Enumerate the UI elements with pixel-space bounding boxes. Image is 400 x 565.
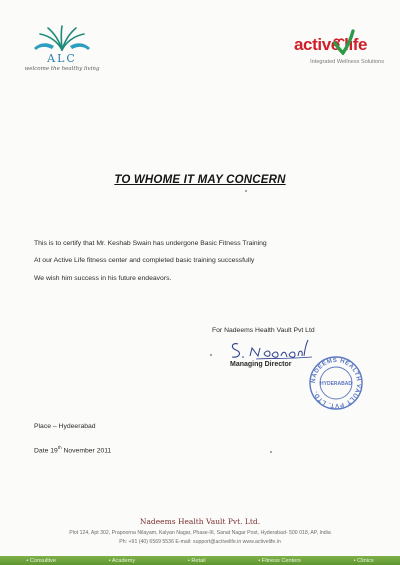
body-line: We wish him success in his future endeavors. <box>34 275 172 282</box>
alc-fountain-icon <box>28 24 96 64</box>
signatory-role: Managing Director <box>230 361 292 368</box>
alc-logo <box>14 24 110 80</box>
scan-speck <box>270 451 272 453</box>
footer-tab-consultive: • Consultive <box>26 557 56 564</box>
company-stamp <box>308 355 364 411</box>
body-line: At our Active Life fitness center and completed basic training successfully <box>34 257 255 264</box>
document-title: TO WHOME IT MAY CONCERN <box>114 174 286 186</box>
active-life-logo <box>276 35 384 81</box>
place-line: Place – Hydeerabad <box>34 423 96 430</box>
footer-services-bar <box>0 556 400 565</box>
active-life-wordmark: active life <box>294 35 368 54</box>
footer-tab-retail: • Retail <box>187 557 206 564</box>
active-life-tagline: Integrated Wellness Solutions <box>310 59 384 65</box>
scan-speck <box>210 354 212 356</box>
heart-swoosh-icon <box>331 29 355 55</box>
handwritten-signature <box>226 336 316 362</box>
alc-logo-text: ALC <box>47 52 77 64</box>
signatory-company: For Nadeems Health Vault Pvt Ltd <box>212 327 315 334</box>
footer-tab-fitness-centers: • Fitness Centers <box>258 557 301 564</box>
scan-speck <box>245 190 247 192</box>
footer-contact: Ph: +91 (40) 6569 5536 E-mail: support@activelife.in www.activelife.in <box>119 539 281 545</box>
date-ordinal: th <box>57 445 62 450</box>
footer-tab-academy: • Academy <box>108 557 136 564</box>
body-line: This is to certify that Mr. Keshab Swain has undergone Basic Fitness Training <box>34 240 267 247</box>
stamp-ring-text: NADEEMS HEALTH VAULT PVT. LTD. <box>310 357 362 409</box>
date-line <box>34 445 111 454</box>
footer-company-name: Nadeems Health Vault Pvt. Ltd. <box>139 517 261 526</box>
footer-tab-clinics: • Clinics <box>353 557 374 564</box>
date-rest: November 2011 <box>61 447 112 455</box>
alc-tagline: welcome the healthy living <box>24 66 100 72</box>
stamp-center-text: HYDERABAD <box>320 381 352 387</box>
footer-address: Plot 124, Apt 302, Prapoorna Nilayam, Kalyan Nagar, Phase-III, Sanat Nagar Post, Hyderabad- 500 018, AP, India <box>69 530 331 536</box>
date-prefix: Date 19 <box>34 447 58 455</box>
